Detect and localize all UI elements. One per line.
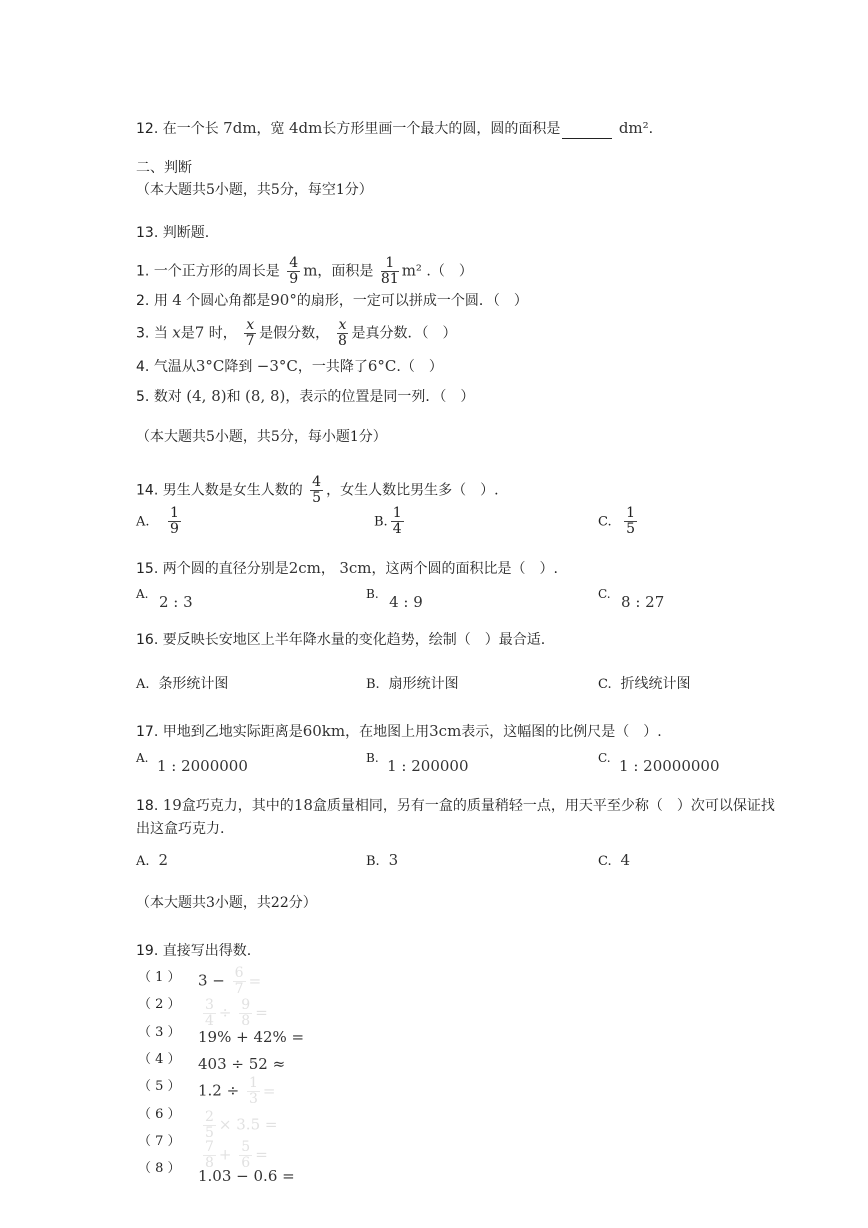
denominator: 3 — [248, 1091, 258, 1107]
question-text: 判断题. — [162, 225, 210, 241]
item-number: 2. — [136, 293, 150, 309]
fraction — [381, 256, 399, 287]
item-label: （ 1 ） — [138, 970, 181, 985]
item-number: 1. — [136, 263, 150, 280]
section-note: （本大题共5小题，共5分，每小题1分） — [136, 429, 387, 445]
item-text: ，面积是 — [317, 263, 374, 280]
question-text: 男生人数是女生人数的 — [162, 482, 303, 499]
expression-3: 19% + 42% = — [198, 1028, 305, 1046]
numerator: 1 — [626, 505, 635, 521]
math-value: 7 — [194, 323, 205, 342]
question-17 — [136, 721, 662, 742]
math-value: 90° — [270, 291, 297, 309]
fraction — [247, 1076, 260, 1107]
item-text: 时， — [208, 325, 237, 342]
question-number: 17. — [136, 724, 159, 740]
option-value: 8 : 27 — [621, 593, 665, 611]
item-text: 气温从 — [153, 359, 196, 375]
question-text: 在一个长 — [162, 121, 219, 137]
section-note: （本大题共3小题，共22分） — [136, 895, 317, 911]
fraction — [287, 256, 300, 287]
math-value: 3cm — [339, 559, 372, 577]
judge-item-1 — [136, 256, 473, 287]
math-value: 18 — [293, 796, 313, 814]
option-value: 2 — [158, 851, 168, 869]
item-number: 5. — [136, 389, 150, 405]
option-label: C. — [598, 854, 612, 869]
item-text: 和 — [226, 389, 241, 405]
item-text: 个圆心角都是 — [186, 293, 271, 309]
math-value: 3°C — [195, 357, 225, 375]
item-label: （ 3 ） — [138, 1025, 181, 1040]
option-b[interactable] — [374, 506, 407, 537]
expression-part: × 3.5 = — [218, 1115, 278, 1134]
numerator: 1 — [392, 505, 402, 521]
option-label: B. — [374, 514, 388, 530]
item-number: 4. — [136, 359, 150, 375]
denominator: 9 — [169, 521, 179, 537]
denominator: 5 — [312, 490, 322, 506]
question-number: 12. — [136, 121, 159, 137]
fraction — [203, 998, 216, 1029]
unit: m — [303, 261, 318, 280]
expression-part: = — [255, 1003, 268, 1022]
denominator: 8 — [205, 1155, 214, 1171]
judge-item-2 — [136, 290, 528, 311]
option-value: 1 : 2000000 — [156, 757, 248, 775]
expression-part: 1.2 ÷ — [198, 1081, 240, 1100]
math-value: 19 — [162, 796, 182, 814]
length-value: 7dm — [223, 119, 257, 137]
option-c[interactable] — [598, 674, 691, 695]
option-label: A. — [136, 854, 150, 869]
numerator: 7 — [205, 1139, 214, 1155]
option-a[interactable] — [136, 584, 193, 611]
item-label: （ 5 ） — [138, 1079, 181, 1094]
question-text: 长方形里画一个最大的圆，圆的面积是 — [322, 121, 561, 137]
option-label: C. — [598, 587, 611, 601]
fraction — [310, 475, 323, 506]
question-19 — [136, 941, 251, 961]
numerator: 5 — [241, 1139, 251, 1155]
question-number: 19. — [136, 943, 159, 959]
denominator: 4 — [392, 521, 402, 537]
numerator: x — [246, 317, 255, 333]
denominator: 5 — [626, 521, 635, 537]
item-text: 数对 — [153, 389, 182, 405]
option-c[interactable] — [598, 850, 630, 872]
option-label: B. — [366, 854, 380, 869]
question-13 — [136, 223, 209, 243]
denominator: 9 — [289, 271, 299, 287]
numerator: 9 — [241, 997, 251, 1013]
judge-item-5 — [136, 386, 474, 407]
numerator: 1 — [248, 1075, 258, 1091]
denominator: 81 — [380, 271, 399, 287]
item-text: 降到 — [224, 359, 253, 375]
option-label: A. — [136, 677, 150, 692]
section-note: （本大题共5小题，共5分，每空1分） — [136, 182, 373, 198]
expression-part: = — [262, 1081, 276, 1100]
item-text: .（ ） — [396, 359, 443, 375]
denominator: 5 — [205, 1125, 214, 1141]
item-text: 用 — [153, 293, 168, 309]
option-label: B. — [366, 587, 379, 601]
question-text: ，在地图上用 — [345, 724, 430, 740]
denominator: 8 — [338, 333, 347, 349]
unit: m² — [401, 261, 422, 280]
math-value: 4 — [172, 291, 182, 309]
numerator: 2 — [205, 1109, 214, 1125]
question-number: 13. — [136, 225, 159, 241]
question-12 — [136, 118, 653, 139]
expression-part: ÷ — [218, 1003, 232, 1022]
math-value: −3°C — [256, 357, 298, 375]
option-label: A. — [136, 514, 150, 530]
numerator: 4 — [289, 255, 299, 271]
option-a[interactable] — [136, 850, 168, 872]
option-label: A. — [136, 587, 149, 601]
math-value: x — [172, 323, 181, 342]
denominator: 7 — [234, 981, 244, 997]
math-value: 60km — [302, 722, 346, 740]
question-number: 15. — [136, 561, 159, 577]
numerator: 4 — [312, 474, 322, 490]
option-c[interactable] — [598, 506, 640, 537]
fraction — [168, 506, 181, 537]
denominator: 8 — [241, 1013, 251, 1029]
question-text-line2: 出这盒巧克力. — [136, 821, 225, 837]
math-value: 3cm — [429, 722, 462, 740]
option-value: 1 : 20000000 — [619, 757, 720, 775]
option-label: B. — [366, 677, 380, 692]
question-text: 两个圆的直径分别是 — [162, 561, 289, 577]
numerator: x — [338, 317, 347, 333]
item-text: ，表示的位置是同一列．（ ） — [285, 389, 475, 405]
width-value: 4dm — [289, 119, 323, 137]
option-value: 4 : 9 — [389, 593, 423, 611]
math-value: (4, 8) — [186, 387, 227, 405]
question-15 — [136, 558, 558, 579]
option-a[interactable] — [136, 506, 184, 537]
expression-part: + — [218, 1145, 232, 1164]
option-label: B. — [366, 751, 379, 765]
question-18 — [136, 795, 775, 816]
option-label: C. — [598, 514, 612, 530]
item-text: .（ ） — [426, 263, 473, 280]
math-value: 6°C — [367, 357, 397, 375]
option-a[interactable] — [136, 748, 248, 775]
question-text: 盒质量相同，另有一盒的质量稍轻一点，用天平至少称（ ）次可以保证找 — [312, 798, 775, 814]
item-text: 一个正方形的周长是 — [153, 263, 280, 280]
option-value: 条形统计图 — [158, 676, 229, 692]
fraction — [233, 966, 246, 997]
answer-blank[interactable] — [562, 124, 612, 139]
option-value: 折线统计图 — [620, 676, 691, 692]
question-text: 盒巧克力，其中的 — [181, 798, 294, 814]
question-number: 18. — [136, 798, 159, 814]
question-text: ，这两个圆的面积比是（ ）. — [371, 561, 558, 577]
expression-5 — [198, 1076, 275, 1107]
option-b[interactable] — [366, 584, 423, 611]
fraction — [239, 998, 252, 1029]
numerator: 1 — [169, 505, 179, 521]
option-c[interactable] — [598, 584, 665, 611]
expression-2 — [200, 998, 268, 1029]
question-text: ， — [320, 561, 335, 577]
question-16 — [136, 630, 545, 650]
question-text: ，女生人数比男生多（ ）. — [326, 482, 499, 499]
question-number: 14. — [136, 482, 159, 499]
question-text: 直接写出得数. — [162, 943, 252, 959]
fraction — [337, 318, 349, 349]
item-text: 的扇形，一定可以拼成一个圆．（ ） — [296, 293, 528, 309]
item-label: （ 8 ） — [138, 1161, 181, 1176]
fraction — [244, 318, 256, 349]
expression-part: 3 − — [198, 971, 225, 990]
item-label: （ 7 ） — [138, 1134, 181, 1149]
math-value: 2cm — [288, 559, 321, 577]
option-value: 扇形统计图 — [388, 676, 459, 692]
option-label: C. — [598, 677, 612, 692]
option-label: C. — [598, 751, 611, 765]
option-value: 3 — [388, 851, 399, 869]
option-value: 1 : 200000 — [387, 757, 469, 775]
item-label: （ 6 ） — [138, 1107, 181, 1122]
expression-part: = — [255, 1145, 268, 1164]
math-value: (8, 8) — [245, 387, 286, 405]
option-value: 2 : 3 — [158, 593, 193, 611]
denominator: 7 — [245, 333, 255, 349]
question-text: ，宽 — [256, 121, 285, 137]
question-text: . — [648, 121, 654, 137]
item-label: （ 4 ） — [138, 1052, 181, 1067]
option-value: 4 — [620, 851, 631, 869]
item-text: 是假分数， — [259, 325, 330, 342]
numerator: 3 — [205, 997, 214, 1013]
option-b[interactable] — [366, 850, 398, 872]
expression-4: 403 ÷ 52 ≈ — [198, 1055, 286, 1073]
expression-6 — [200, 1110, 277, 1141]
expression-8: 1.03 − 0.6 = — [198, 1167, 295, 1185]
fraction — [624, 506, 637, 537]
denominator: 4 — [205, 1013, 214, 1029]
question-text: 要反映长安地区上半年降水量的变化趋势，绘制（ ）最合适. — [162, 632, 546, 648]
expression-part: = — [248, 971, 262, 990]
option-c[interactable] — [598, 748, 720, 775]
option-b[interactable] — [366, 748, 469, 775]
item-text: ，一共降了 — [297, 359, 368, 375]
item-number: 3. — [136, 325, 150, 342]
item-text: 当 — [153, 325, 168, 342]
option-label: A. — [136, 751, 149, 765]
judge-item-4 — [136, 356, 443, 377]
question-number: 16. — [136, 632, 159, 648]
question-text: 表示，这幅图的比例尺是（ ）. — [461, 724, 662, 740]
denominator: 6 — [241, 1155, 251, 1171]
question-text: 甲地到乙地实际距离是 — [162, 724, 303, 740]
item-text: 是真分数．（ ） — [351, 325, 457, 342]
fraction — [203, 1110, 216, 1141]
expression-1 — [198, 966, 261, 997]
numerator: 6 — [234, 965, 244, 981]
fraction — [391, 506, 404, 537]
item-text: 是 — [180, 325, 195, 342]
section-title: 二、判断 — [136, 160, 192, 176]
question-14 — [136, 475, 499, 506]
area-unit: dm² — [618, 119, 649, 137]
judge-item-3 — [136, 318, 456, 349]
numerator: 1 — [381, 256, 399, 272]
item-label: （ 2 ） — [138, 997, 181, 1012]
option-a[interactable] — [136, 674, 228, 695]
option-b[interactable] — [366, 674, 459, 695]
